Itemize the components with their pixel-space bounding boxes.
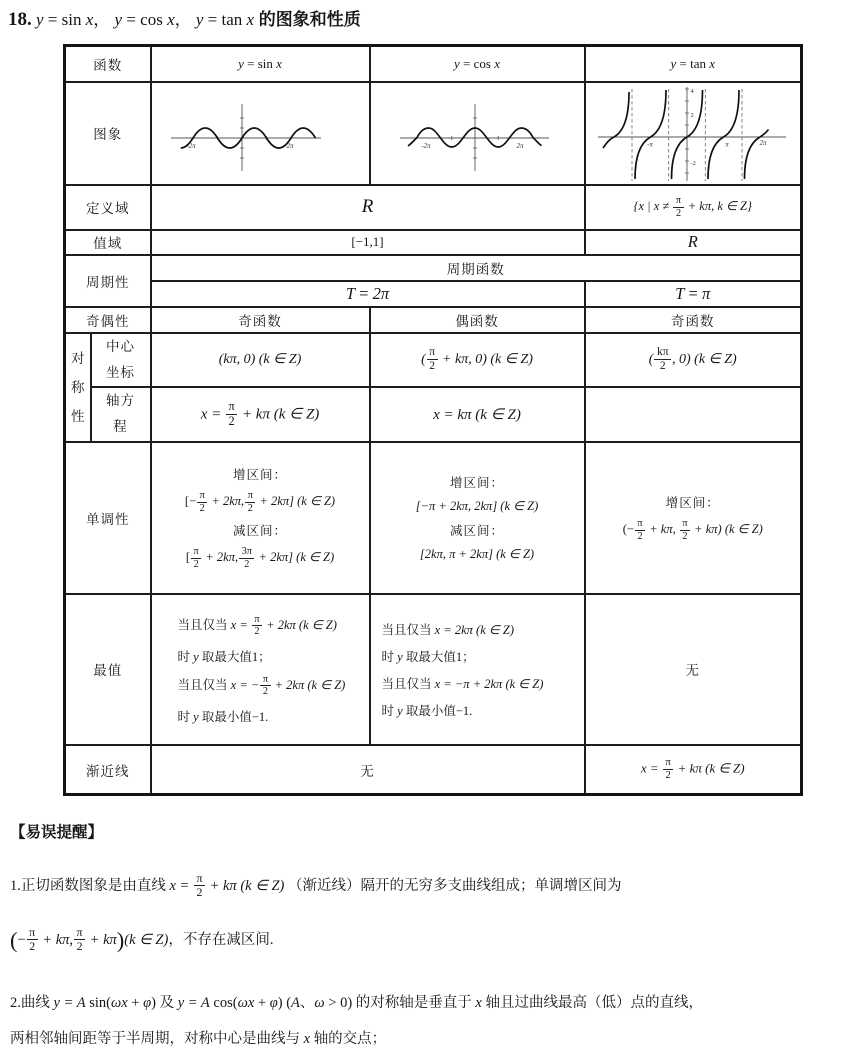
sin-max-condition: 当且仅当 x = $\frac{\pi}{2}$ + 2kπ (k ∈ Z)	[177, 613, 337, 638]
row-label-range: 值域	[65, 230, 151, 255]
note-2-line-1: 2.曲线 y = A sin(ωx + φ) 及 y = A cos(ωx + φ) (A、ω > 0) 的对称轴是垂直于 x 轴且过曲线最高（低）点的直线，	[10, 995, 703, 1011]
axis-label: 2	[690, 111, 694, 119]
cell-extremum-cos	[370, 594, 585, 745]
axis-label: -2π	[185, 141, 196, 150]
cell-period-tan: T = π	[585, 281, 802, 307]
cell-domain-sincos: R	[151, 185, 585, 230]
cell-asymptote-tan: x = $\frac{\pi}{2}$ + kπ (k ∈ Z)	[585, 745, 802, 795]
note-2-line-2: 两相邻轴间距等于半周期，对称中心是曲线与 x 轴的交点；	[10, 1031, 387, 1047]
row-label-center: 中心坐标	[91, 333, 151, 388]
note-1-line-2: (− $\frac{\pi}{2}$ + kπ, $\frac{\pi}{2}$ + kπ)(k ∈ Z)，不存在减区间.	[10, 925, 274, 954]
axis-label: -π	[647, 140, 654, 148]
notes-heading: 【易误提醒】	[10, 824, 104, 841]
row-label-graph: 图象	[65, 82, 151, 185]
decreasing-interval-label: 减区间：	[232, 524, 287, 539]
cell-sin-graph	[151, 82, 370, 185]
sin-min-condition: 当且仅当 x = − $\frac{\pi}{2}$ + 2kπ (k ∈ Z)	[177, 673, 346, 698]
cos-max-condition: 当且仅当 x = 2kπ (k ∈ Z)	[381, 622, 515, 637]
increasing-interval-label: 增区间：	[665, 496, 720, 511]
cell-mono-sin	[151, 442, 370, 594]
cell-center-tan: ( $\frac{k\pi}{2}$ , 0) (k ∈ Z)	[585, 333, 802, 388]
sin-graph	[153, 84, 368, 183]
cell-parity-sin: 奇函数	[151, 307, 370, 333]
axis-label: 4	[690, 87, 694, 95]
axis-label: 2π	[759, 138, 767, 147]
cell-period-sincos: T = 2π	[151, 281, 585, 307]
row-label-extremum: 最值	[65, 594, 151, 745]
cell-axis-cos: x = kπ (k ∈ Z)	[370, 387, 585, 442]
tan-increasing-interval: (− $\frac{\pi}{2}$ + kπ, $\frac{\pi}{2}$ + kπ) (k ∈ Z)	[622, 518, 763, 542]
row-label-period: 周期性	[65, 255, 151, 307]
row-label-axis-eq: 轴方程	[91, 387, 151, 442]
row-label-monotonicity: 单调性	[65, 442, 151, 594]
sin-increasing-interval: [− $\frac{\pi}{2}$ + 2kπ, $\frac{\pi}{2}$ + 2kπ] (k ∈ Z)	[184, 490, 336, 514]
cos-decreasing-interval: [2kπ, π + 2kπ] (k ∈ Z)	[419, 547, 535, 562]
cell-center-sin: (kπ, 0) (k ∈ Z)	[151, 333, 370, 388]
cell-mono-cos	[370, 442, 585, 594]
cell-range-tan: R	[585, 230, 802, 255]
tan-graph	[586, 84, 799, 183]
row-label-function: 函数	[65, 46, 151, 82]
cell-range-sincos: [−1,1]	[151, 230, 585, 255]
tangent-curves	[603, 87, 769, 179]
cell-axis-tan-empty	[585, 387, 802, 442]
trig-properties-table	[63, 44, 803, 796]
increasing-interval-label: 增区间：	[449, 476, 504, 491]
axis-label: -2π	[420, 141, 431, 150]
cell-center-cos: ( $\frac{\pi}{2}$ + kπ, 0) (k ∈ Z)	[370, 333, 585, 388]
increasing-interval-label: 增区间：	[232, 468, 287, 483]
note-1-line-1: 1.正切函数图象是由直线 x = $\frac{\pi}{2}$ + kπ (k ∈ Z) （渐近线）隔开的无穷多支曲线组成；单调增区间为	[10, 871, 622, 900]
axis-label: -2	[690, 159, 697, 167]
sin-decreasing-interval: [ $\frac{\pi}{2}$ + 2kπ, $\frac{3\pi}{2}$ + 2kπ] (k ∈ Z)	[185, 546, 335, 570]
cell-extremum-tan: 无	[585, 594, 802, 745]
axis-label: π	[725, 140, 730, 148]
cell-parity-tan: 奇函数	[585, 307, 802, 333]
cos-increasing-interval: [−π + 2kπ, 2kπ] (k ∈ Z)	[415, 499, 539, 514]
cell-axis-sin: x = $\frac{\pi}{2}$ + kπ (k ∈ Z)	[151, 387, 370, 442]
row-label-parity: 奇偶性	[65, 307, 151, 333]
header-tan: y = tan x	[585, 46, 802, 82]
header-sin: y = sin x	[151, 46, 370, 82]
row-label-symmetry: 对称性	[65, 333, 91, 442]
row-label-domain: 定义域	[65, 185, 151, 230]
cell-cos-graph	[370, 82, 585, 185]
row-label-asymptote: 渐近线	[65, 745, 151, 795]
cos-min-condition: 当且仅当 x = −π + 2kπ (k ∈ Z)	[381, 676, 544, 691]
cell-extremum-sin	[151, 594, 370, 745]
page-title: 18. y = sin x， y = cos x， y = tan x 的图象和性质	[8, 9, 361, 30]
sin-min-value: 时 y 取最小值−1.	[177, 709, 269, 724]
cos-min-value: 时 y 取最小值−1.	[381, 703, 473, 718]
cell-parity-cos: 偶函数	[370, 307, 585, 333]
axis-label: 2π	[285, 141, 294, 150]
axis-label: 2π	[515, 141, 524, 150]
decreasing-interval-label: 减区间：	[449, 524, 504, 539]
cell-mono-tan	[585, 442, 802, 594]
sin-max-value: 时 y 取最大值1；	[177, 649, 271, 664]
cos-graph	[372, 84, 583, 183]
cell-asymptote-sincos: 无	[151, 745, 585, 795]
cell-tan-graph	[585, 82, 802, 185]
cell-periodic-function: 周期函数	[151, 255, 802, 281]
cos-max-value: 时 y 取最大值1；	[381, 649, 475, 664]
header-cos: y = cos x	[370, 46, 585, 82]
cell-domain-tan: {x | x ≠ $\frac{\pi}{2}$ + kπ, k ∈ Z}	[585, 185, 802, 230]
